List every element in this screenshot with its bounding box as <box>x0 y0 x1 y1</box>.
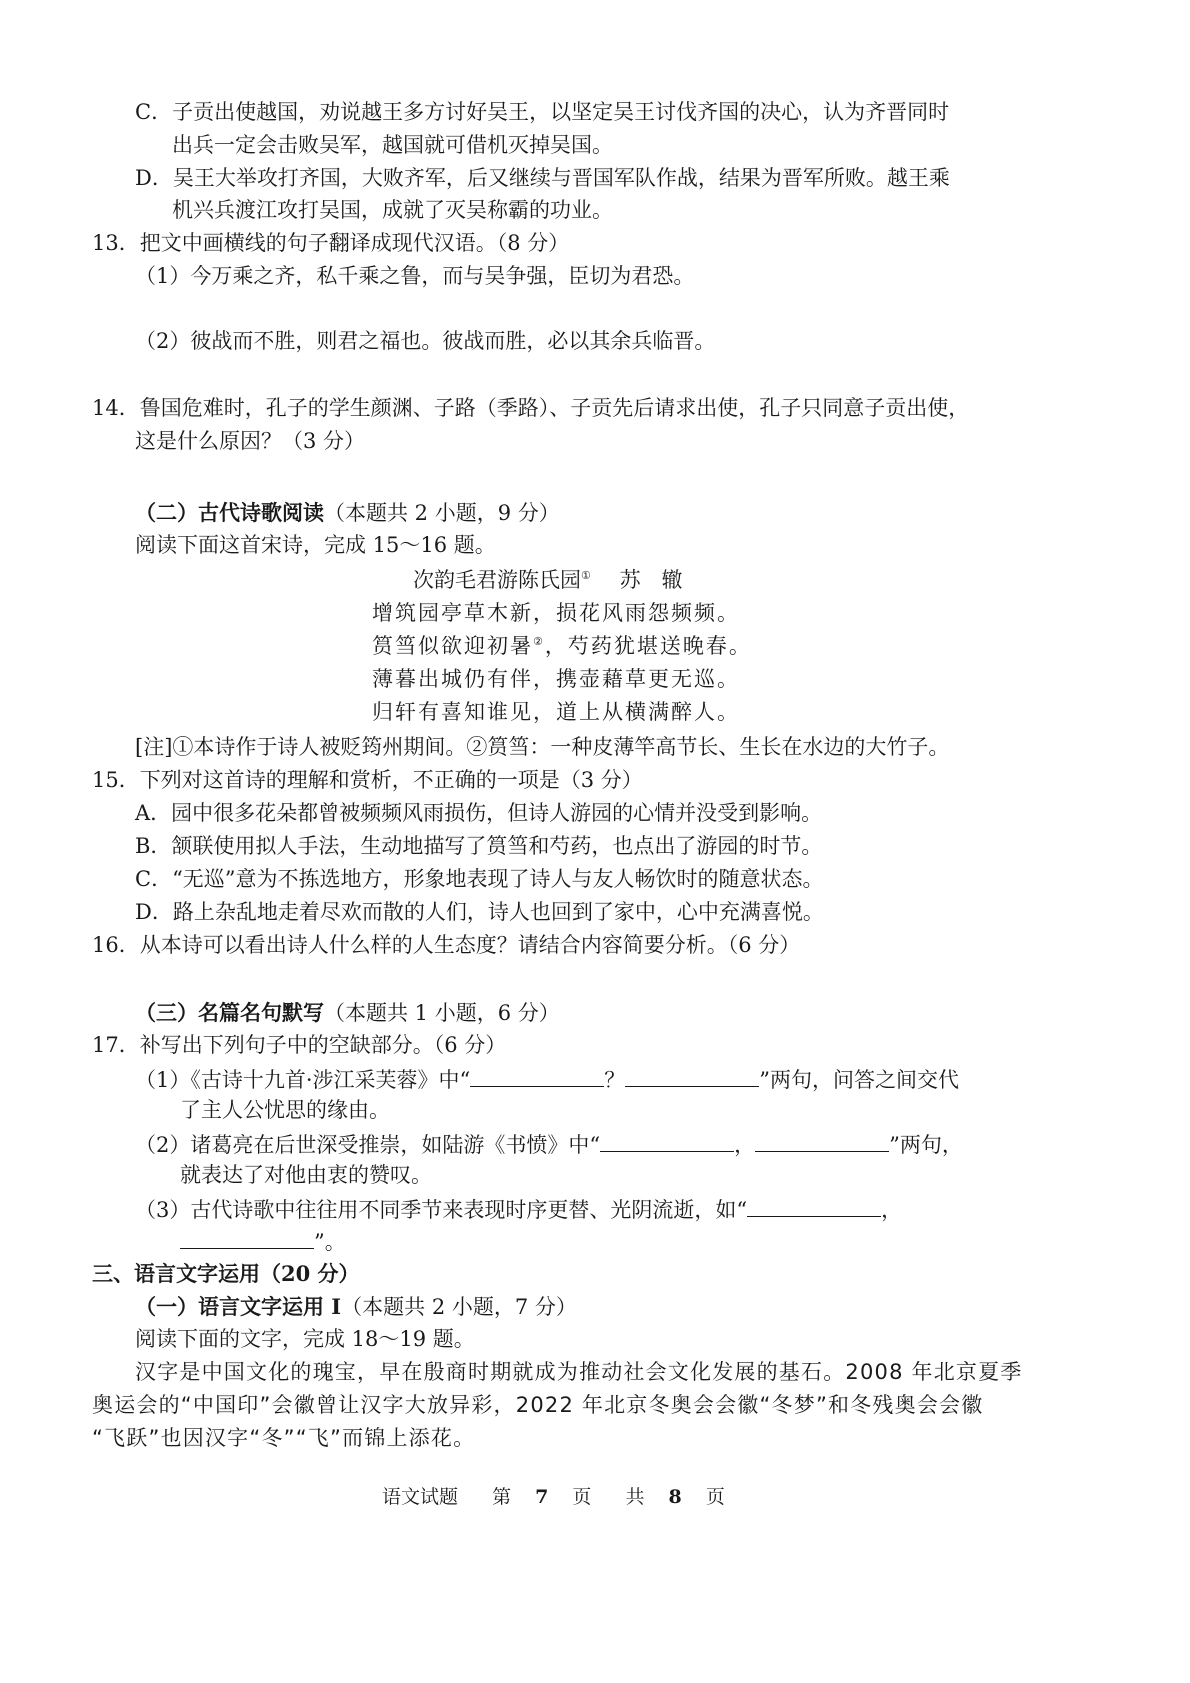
q17-item-1-suffix: ”两句，问答之间交代 <box>759 1068 960 1092</box>
q15-option-d: D．路上杂乱地走着尽欢而散的人们，诗人也回到了家中，心中充满喜悦。 <box>135 900 824 924</box>
poem-line-2 <box>372 634 752 659</box>
q13-sentence-2: （2）彼战而不胜，则君之福也。彼战而胜，必以其余兵临晋。 <box>135 329 716 353</box>
passage-line-3: “飞跃”也因汉字“冬”“飞”而锦上添花。 <box>92 1426 476 1450</box>
poem-line-2-b: ，芍药犹堪送晚春。 <box>544 634 752 658</box>
passage-line-1: 汉字是中国文化的瑰宝，早在殷商时期就成为推动社会文化发展的基石。2008 年北京夏季 <box>135 1360 1023 1384</box>
poem-author: 苏 辙 <box>619 568 683 592</box>
section-poetry-note: （本题共 2 小题，9 分） <box>324 501 560 525</box>
poem-line-3: 薄暮出城仍有伴，携壶藉草更无巡。 <box>372 667 740 691</box>
q17-item-1-line2: 了主人公忧思的缘由。 <box>180 1098 390 1122</box>
q17-item-2-line2: 就表达了对他由衷的赞叹。 <box>180 1163 432 1187</box>
section-recitation-heading <box>135 1000 560 1026</box>
page-footer <box>382 1486 725 1509</box>
q12-option-c-line2: 出兵一定会击败吴军，越国就可借机灭掉吴国。 <box>172 133 613 157</box>
q17-blank-3a[interactable] <box>747 1196 881 1217</box>
poem-title-line <box>413 568 683 593</box>
q14-stem-line2: 这是什么原因？（3 分） <box>135 429 366 453</box>
poem-line-4: 归轩有喜知谁见，道上从横满醉人。 <box>372 700 740 724</box>
q15-option-a: A．园中很多花朵都曾被频频风雨损伤，但诗人游园的心情并没受到影响。 <box>135 801 823 825</box>
passage-line-2: 奥运会的“中国印”会徽曾让汉字大放异彩，2022 年北京冬奥会会徽“冬梦”和冬残奥会会徽 <box>92 1393 984 1417</box>
q17-item-2-line1 <box>135 1131 963 1158</box>
q17-item-1-prefix: （1）《古诗十九首·涉江采芙蓉》中“ <box>135 1068 471 1092</box>
section-3-1-title: （一）语言文字运用 I <box>135 1294 342 1319</box>
poem-title: 次韵毛君游陈氏园 <box>413 568 581 592</box>
footer-ye: 页 <box>572 1486 592 1508</box>
q16-stem: 16．从本诗可以看出诗人什么样的人生态度？请结合内容简要分析。（6 分） <box>92 933 801 957</box>
poem-line-2-footnote: ② <box>533 635 545 648</box>
q17-item-2-comma: ， <box>734 1133 756 1157</box>
q17-item-2-suffix: ”两句， <box>889 1133 963 1157</box>
q17-item-2-prefix: （2）诸葛亮在后世深受推崇，如陆游《书愤》中“ <box>135 1133 601 1157</box>
q12-option-d-line1: D．吴王大举攻打齐国，大败齐军，后又继续与晋国军队作战，结果为晋军所败。越王乘 <box>135 166 950 190</box>
q17-item-3-comma: ， <box>881 1198 903 1222</box>
section-recitation-title: （三）名篇名句默写 <box>135 1000 324 1025</box>
q17-blank-1a[interactable] <box>470 1066 604 1087</box>
footer-total-pages: 8 <box>668 1486 682 1508</box>
poem-line-1: 增筑园亭草木新，损花风雨怨频频。 <box>372 601 740 625</box>
q13-sentence-1: （1）今万乘之齐，私千乘之鲁，而与吴争强，臣切为君恐。 <box>135 264 695 288</box>
q17-item-1-question-mark: ？ <box>604 1068 626 1092</box>
q17-blank-2b[interactable] <box>755 1131 889 1152</box>
section-3-1-note: （本题共 2 小题，7 分） <box>341 1295 577 1319</box>
footer-subject: 语文试题 <box>382 1486 459 1508</box>
section-3-1-heading <box>135 1294 577 1320</box>
section-poetry-title: （二）古代诗歌阅读 <box>135 500 324 525</box>
q15-stem: 15．下列对这首诗的理解和赏析，不正确的一项是（3 分） <box>92 768 643 792</box>
q17-blank-3b[interactable] <box>180 1228 314 1249</box>
section-3-heading: 三、语言文字运用（20 分） <box>92 1261 360 1286</box>
poem-title-footnote: ① <box>581 569 591 582</box>
q13-stem: 13．把文中画横线的句子翻译成现代汉语。（8 分） <box>92 231 570 255</box>
q17-blank-1b[interactable] <box>625 1066 759 1087</box>
section-recitation-note: （本题共 1 小题，6 分） <box>324 1001 560 1025</box>
q17-item-3-line1 <box>135 1196 902 1223</box>
q12-option-c-line1: C．子贡出使越国，劝说越王多方讨好吴王，以坚定吴王讨伐齐国的决心，认为齐晋同时 <box>135 100 950 124</box>
q14-stem-line1: 14．鲁国危难时，孔子的学生颜渊、子路（季路）、子贡先后请求出使，孔子只同意子贡出使， <box>92 396 970 420</box>
q12-option-d-line2: 机兴兵渡江攻打吴国，成就了灭吴称霸的功业。 <box>172 198 613 222</box>
section-poetry-heading <box>135 500 560 526</box>
q15-option-c: C．“无巡”意为不拣选地方，形象地表现了诗人与友人畅饮时的随意状态。 <box>135 867 824 891</box>
q17-stem: 17．补写出下列句子中的空缺部分。（6 分） <box>92 1033 507 1057</box>
q15-option-b: B．颔联使用拟人手法，生动地描写了筼筜和芍药，也点出了游园的时节。 <box>135 834 823 858</box>
footer-gong: 共 <box>625 1486 645 1508</box>
q17-item-3-prefix: （3）古代诗歌中往往用不同季节来表现时序更替、光阴流逝，如“ <box>135 1198 748 1222</box>
q17-blank-2a[interactable] <box>600 1131 734 1152</box>
q17-item-3-line2 <box>180 1228 346 1255</box>
footer-page-number: 7 <box>535 1486 549 1508</box>
q17-item-3-end: ”。 <box>314 1230 346 1254</box>
q17-item-1-line1 <box>135 1066 959 1093</box>
poem-line-2-a: 筼筜似欲迎初暑 <box>372 634 533 658</box>
section-3-intro: 阅读下面的文字，完成 18～19 题。 <box>135 1327 475 1351</box>
footer-ye2: 页 <box>705 1486 725 1508</box>
poem-note: [注]①本诗作于诗人被贬筠州期间。②筼筜：一种皮薄竿高节长、生长在水边的大竹子。 <box>135 735 950 759</box>
poetry-intro: 阅读下面这首宋诗，完成 15～16 题。 <box>135 533 496 557</box>
footer-di: 第 <box>492 1486 512 1508</box>
